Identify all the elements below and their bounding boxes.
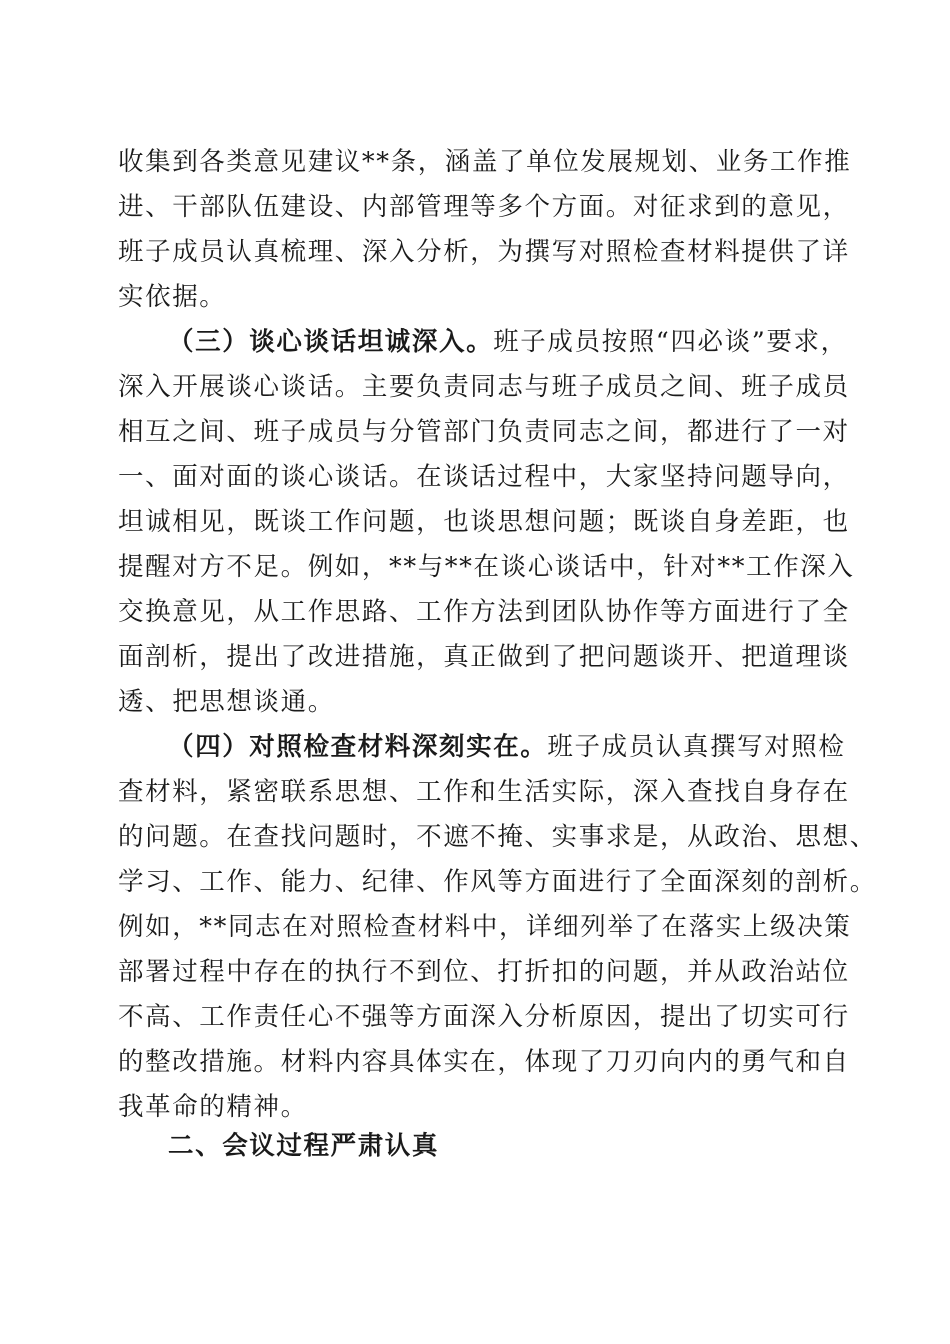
paragraph-text: 班子成员按照“四必谈”要求， [493, 327, 848, 357]
paragraph-line: 的问题。在查找问题时，不遮不掩、实事求是，从政治、思想、 [118, 822, 877, 852]
paragraph-line: 实依据。 [118, 282, 227, 312]
paragraph-line: 查材料，紧密联系思想、工作和生活实际，深入查找自身存在 [118, 777, 850, 807]
paragraph-line: 的整改措施。材料内容具体实在，体现了刀刃向内的勇气和自 [118, 1047, 850, 1077]
paragraph-line: 班子成员认真梳理、深入分析，为撰写对照检查材料提供了详 [118, 237, 850, 267]
paragraph-first-line [168, 732, 888, 762]
paragraph-line: 提醒对方不足。例如，**与**在谈心谈话中，针对**工作深入 [118, 552, 855, 582]
paragraph-text: 班子成员认真撰写对照检 [547, 732, 846, 762]
paragraph-line: 一、面对面的谈心谈话。在谈话过程中，大家坚持问题导向， [118, 462, 850, 492]
paragraph-line: 面剖析，提出了改进措施，真正做到了把问题谈开、把道理谈 [118, 642, 850, 672]
paragraph-line: 不高、工作责任心不强等方面深入分析原因，提出了切实可行 [118, 1002, 850, 1032]
subsection-heading: （四）对照检查材料深刻实在。 [168, 732, 548, 762]
paragraph-line: 进、干部队伍建设、内部管理等多个方面。对征求到的意见， [118, 192, 850, 222]
paragraph-line: 部署过程中存在的执行不到位、打折扣的问题，并从政治站位 [118, 957, 850, 987]
paragraph-line: 我革命的精神。 [118, 1092, 308, 1122]
subsection-heading: （三）谈心谈话坦诚深入。 [168, 327, 494, 357]
paragraph-line: 交换意见，从工作思路、工作方法到团队协作等方面进行了全 [118, 597, 850, 627]
paragraph-line: 深入开展谈心谈话。主要负责同志与班子成员之间、班子成员 [118, 372, 850, 402]
paragraph-line: 相互之间、班子成员与分管部门负责同志之间，都进行了一对 [118, 417, 850, 447]
paragraph-line: 坦诚相见，既谈工作问题，也谈思想问题；既谈自身差距，也 [118, 507, 850, 537]
paragraph-line: 学习、工作、能力、纪律、作风等方面进行了全面深刻的剖析。 [118, 867, 877, 897]
section-heading: 二、会议过程严肃认真 [168, 1131, 440, 1161]
paragraph-line: 收集到各类意见建议**条，涵盖了单位发展规划、业务工作推 [118, 147, 852, 177]
paragraph-line: 例如，**同志在对照检查材料中，详细列举了在落实上级决策 [118, 912, 852, 942]
paragraph-first-line [168, 327, 888, 357]
paragraph-line: 透、把思想谈通。 [118, 687, 335, 717]
